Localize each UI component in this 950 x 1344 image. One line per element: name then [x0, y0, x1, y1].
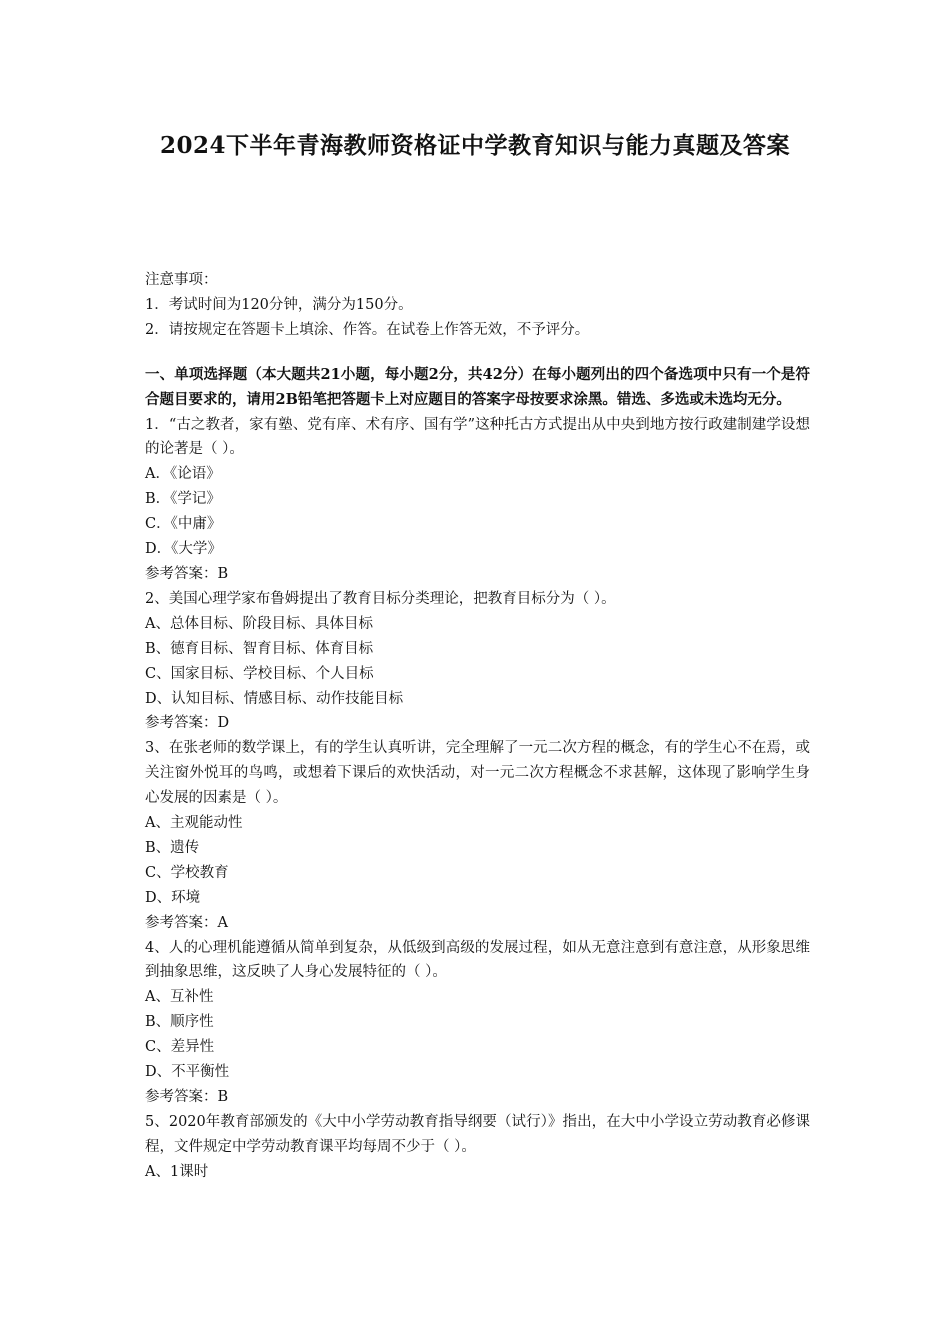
- option-b: B、德育目标、智育目标、体育目标: [145, 640, 374, 657]
- option-d: D、认知目标、情感目标、动作技能目标: [145, 690, 404, 707]
- document-body: [145, 268, 810, 1185]
- option-a: A、主观能动性: [145, 815, 243, 832]
- notice-item: 2．请按规定在答题卡上填涂、作答。在试卷上作答无效，不予评分。: [145, 321, 590, 338]
- answer-line: 参考答案：B: [145, 1089, 229, 1105]
- option-d: D、环境: [145, 889, 201, 906]
- option-c: C．《中庸》: [145, 516, 222, 533]
- answer-line: 参考答案：B: [145, 565, 229, 582]
- section-heading: 一、单项选择题（本大题共21小题，每小题2分，共42分）在每小题列出的四个备选项中只有一个是符合题目要求的，请用2B铅笔把答题卡上对应题目的答案字母按要求涂黑。错选、多选或未选均无分。: [145, 365, 810, 408]
- question-stem: 2、美国心理学家布鲁姆提出了教育目标分类理论，把教育目标分为（ ）。: [145, 590, 616, 607]
- notice-item: 1．考试时间为120分钟，满分为150分。: [145, 296, 413, 313]
- option-c: C、差异性: [145, 1039, 215, 1056]
- answer-line: 参考答案：D: [145, 715, 230, 732]
- option-d: D、不平衡性: [145, 1064, 230, 1081]
- answer-line: 参考答案：A: [145, 914, 228, 931]
- option-a: A、总体目标、阶段目标、具体目标: [145, 615, 373, 632]
- notice-heading: 注意事项：: [145, 272, 218, 288]
- question-3: [145, 736, 810, 935]
- question-1: [145, 413, 810, 587]
- option-a: A、1课时: [145, 1163, 209, 1180]
- spacer: [145, 343, 810, 363]
- document-title: 2024下半年青海教师资格证中学教育知识与能力真题及答案: [159, 132, 790, 159]
- question-stem: 1．“古之教者，家有塾、党有庠、术有序、国有学”这种托古方式提出从中央到地方按行政建制建学设想的论著是（ ）。: [145, 416, 810, 458]
- question-stem: 5、2020年教育部颁发的《大中小学劳动教育指导纲要（试行）》指出，在大中小学设立劳动教育必修课程，文件规定中学劳动教育课平均每周不少于（ ）。: [145, 1113, 810, 1155]
- question-2: [145, 587, 810, 736]
- option-b: B、遗传: [145, 839, 200, 856]
- question-4: [145, 936, 810, 1110]
- option-a: A．《论语》: [145, 466, 221, 483]
- question-stem: 4、人的心理机能遵循从简单到复杂，从低级到高级的发展过程，如从无意注意到有意注意，从形象思维到抽象思维，这反映了人身心发展特征的（ ）。: [145, 939, 810, 981]
- option-c: C、学校教育: [145, 864, 229, 881]
- question-5: [145, 1110, 810, 1185]
- option-b: B、顺序性: [145, 1014, 214, 1031]
- option-b: B．《学记》: [145, 491, 221, 508]
- option-a: A、互补性: [145, 989, 214, 1006]
- option-c: C、国家目标、学校目标、个人目标: [145, 665, 374, 682]
- question-stem: 3、在张老师的数学课上，有的学生认真听讲，完全理解了一元二次方程的概念，有的学生心不在焉，或关注窗外悦耳的鸟鸣，或想着下课后的欢快活动，对一元二次方程概念不求甚解，这体现了影响学生身心发展的因素是（ ）。: [145, 740, 810, 807]
- option-d: D．《大学》: [145, 541, 222, 558]
